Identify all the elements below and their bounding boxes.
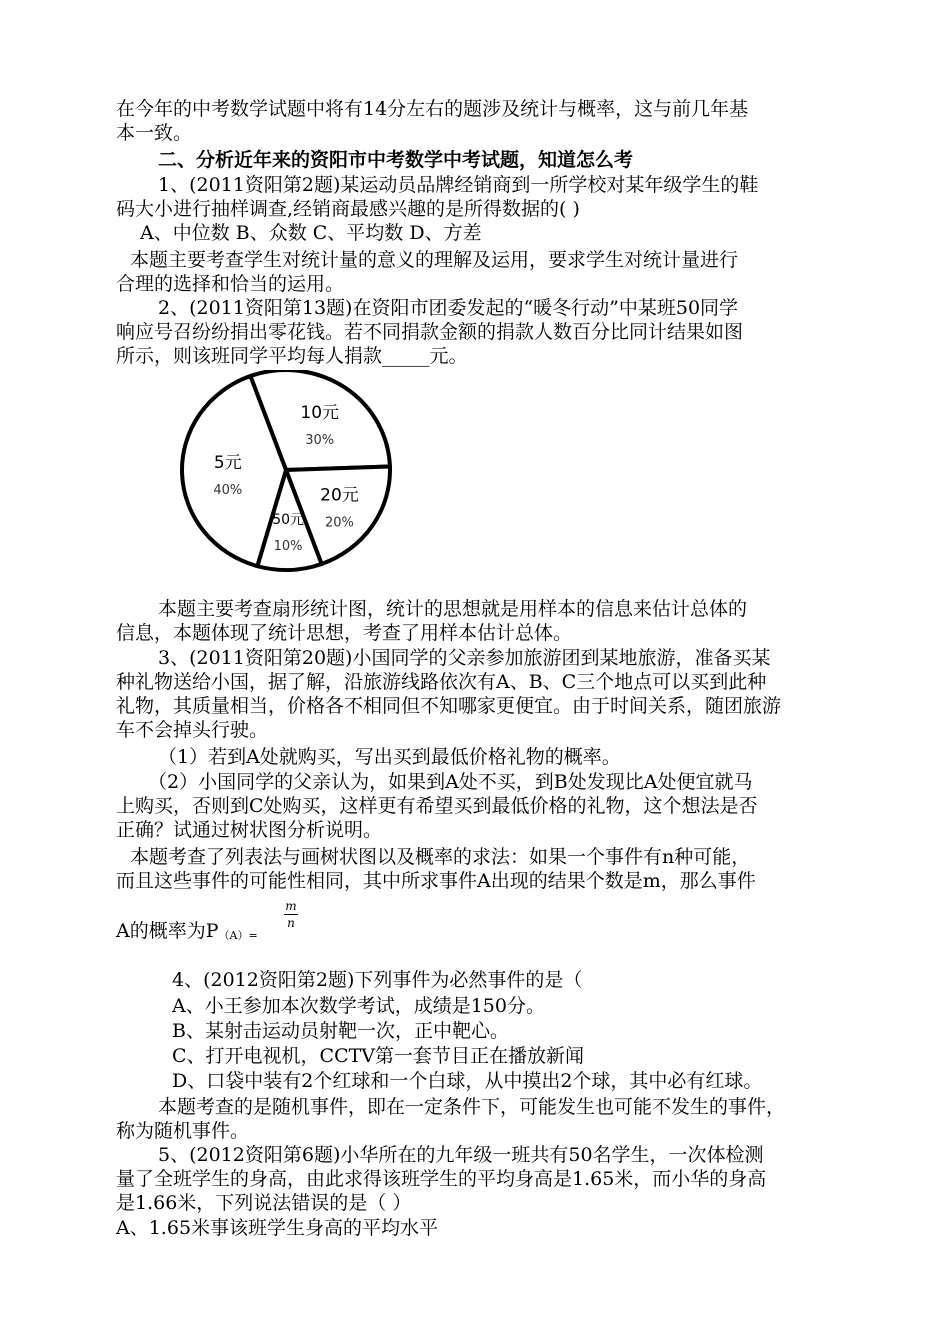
- text-line: 称为随机事件。: [116, 1120, 250, 1142]
- question-4-option-b: B、某射击运动员射靶一次，正中靶心。: [172, 1020, 509, 1042]
- sub-question-1: （1）若到A处就购买，写出买到最低价格礼物的概率。: [158, 746, 621, 768]
- pie-slice-percent: 20%: [325, 515, 354, 531]
- text-line: 车不会掉头行驶。: [116, 719, 269, 741]
- question-5-option-a: A、1.65米事该班学生身高的平均水平: [116, 1217, 439, 1239]
- fraction-denominator: n: [287, 916, 295, 930]
- pie-slice-percent: 40%: [213, 482, 243, 498]
- text-line: 信息，本题体现了统计思想，考查了用样本估计总体。: [116, 622, 573, 644]
- question-4-option-a: A、小王参加本次数学考试，成绩是150分。: [172, 995, 545, 1017]
- commentary: 本题考查的是随机事件，即在一定条件下，可能发生也可能不发生的事件，: [158, 1096, 786, 1118]
- commentary: 本题主要考查扇形统计图，统计的思想就是用样本的信息来估计总体的: [158, 598, 748, 620]
- formula-subscript: （A）=: [218, 929, 258, 942]
- question-2: 2、(2011资阳第13题)在资阳市团委发起的“暖冬行动”中某班50同学: [158, 297, 739, 319]
- text-line: 合理的选择和恰当的运用。: [116, 273, 345, 295]
- text-line: 在今年的中考数学试题中将有14分左右的题涉及统计与概率，这与前几年基: [116, 98, 749, 120]
- probability-line: [116, 919, 258, 948]
- text-line: 正确？试通过树状图分析说明。: [116, 819, 383, 841]
- text-line: 种礼物送给小国，据了解，沿旅游线路依次有A、B、C三个地点可以买到此种: [116, 671, 767, 693]
- commentary: 本题主要考查学生对统计量的意义的理解及运用，要求学生对统计量进行: [130, 249, 739, 271]
- text-line: 礼物，其质量相当，价格各不相同但不知哪家更便宜。由于时间关系，随团旅游: [116, 695, 782, 717]
- pie-slice-percent: 10%: [273, 538, 303, 554]
- pie-chart: [176, 370, 396, 580]
- text-line: 本一致。: [116, 122, 193, 144]
- pie-slice-percent: 30%: [305, 432, 335, 448]
- question-1-options: A、中位数 B、众数 C、平均数 D、方差: [140, 222, 482, 244]
- text-line: 上购买，否则到C处购买，这样更有希望买到最低价格的礼物，这个想法是否: [116, 795, 758, 817]
- fraction-numerator: m: [285, 899, 297, 913]
- sub-question-2: （2）小国同学的父亲认为，如果到A处不买，到B处发现比A处便宜就马: [148, 771, 753, 793]
- text-line: 响应号召纷纷捐出零花钱。若不同捐款金额的捐款人数百分比同计结果如图: [116, 321, 744, 343]
- pie-slice-label: 10元: [300, 402, 340, 423]
- text-line: 而且这些事件的可能性相同，其中所求事件A出现的结果个数是m，那么事件: [116, 870, 756, 892]
- text-line: 量了全班学生的身高，由此求得该班学生的平均身高是1.65米，而小华的身高: [116, 1168, 767, 1190]
- question-3: 3、(2011资阳第20题)小国同学的父亲参加旅游团到某地旅游，准备买某: [158, 647, 771, 669]
- text-line: 码大小进行抽样调查,经销商最感兴趣的是所得数据的( ): [116, 198, 580, 220]
- fraction-bar: [284, 914, 298, 915]
- pie-slice-label: 50元: [272, 511, 305, 528]
- question-4-option-c: C、打开电视机，CCTV第一套节目正在播放新闻: [172, 1045, 585, 1067]
- probability-text: A的概率为P: [116, 920, 219, 942]
- pie-slice-label: 20元: [320, 485, 359, 506]
- text-line: 所示，则该班同学平均每人捐款_____元。: [116, 345, 468, 367]
- question-4: 4、(2012资阳第2题)下列事件为必然事件的是（: [172, 969, 583, 991]
- question-5: 5、(2012资阳第6题)小华所在的九年级一班共有50名学生，一次体检测: [158, 1144, 764, 1166]
- question-4-option-d: D、口袋中装有2个红球和一个白球，从中摸出2个球，其中必有红球。: [172, 1070, 763, 1092]
- commentary: 本题考查了列表法与画树状图以及概率的求法：如果一个事件有n种可能，: [130, 846, 751, 868]
- section-heading: 二、分析近年来的资阳市中考数学中考试题，知道怎么考: [158, 149, 634, 171]
- text-line: 是1.66米，下列说法错误的是（ ）: [116, 1192, 412, 1214]
- fraction: [284, 899, 298, 930]
- pie-slice-label: 5元: [213, 452, 242, 473]
- question-1: 1、(2011资阳第2题)某运动员品牌经销商到一所学校对某年级学生的鞋: [158, 174, 759, 196]
